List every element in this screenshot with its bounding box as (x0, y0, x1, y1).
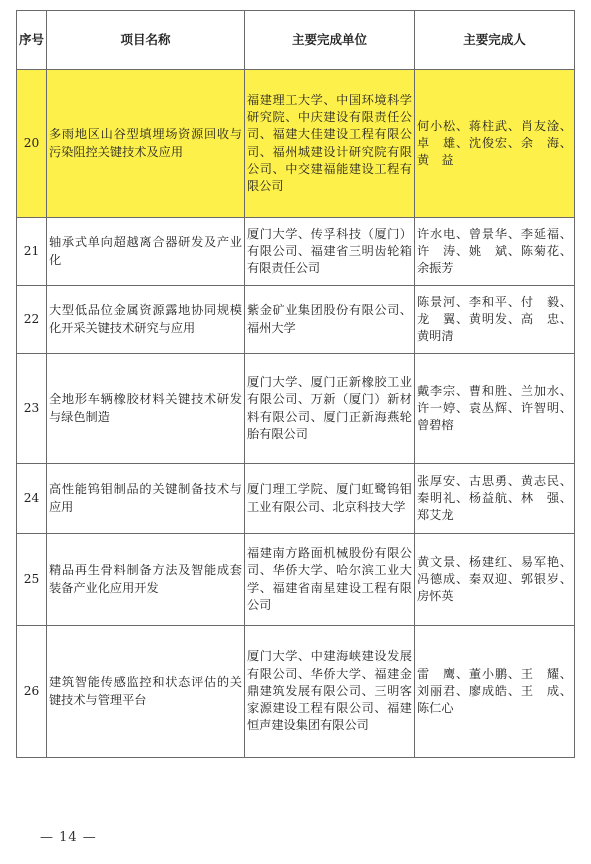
row-main-units: 紫金矿业集团股份有限公司、福州大学 (245, 286, 415, 354)
row-project-name: 全地形车辆橡胶材料关键技术研发与绿色制造 (47, 354, 245, 464)
row-project-name: 多雨地区山谷型填埋场资源回收与污染阻控关键技术及应用 (47, 70, 245, 218)
table-row (17, 464, 575, 534)
row-main-people: 何小松、蒋柱武、肖友淦、卓 雄、沈俊宏、余 海、黄 益 (415, 70, 575, 218)
table-row (17, 354, 575, 464)
page-number: — 14 — (40, 830, 97, 845)
award-list-page (16, 10, 574, 758)
row-main-units: 厦门理工学院、厦门虹鹭钨钼工业有限公司、北京科技大学 (245, 464, 415, 534)
row-project-name: 大型低品位金属资源露地协同规模化开采关键技术研究与应用 (47, 286, 245, 354)
row-project-name: 精品再生骨料制备方法及智能成套装备产业化应用开发 (47, 534, 245, 626)
header-main-people: 主要完成人 (415, 11, 575, 70)
table-row (17, 286, 575, 354)
row-serial-number: 23 (17, 354, 47, 464)
row-main-people: 张厚安、古思勇、黄志民、秦明礼、杨益航、林 强、郑艾龙 (415, 464, 575, 534)
row-serial-number: 25 (17, 534, 47, 626)
header-main-units: 主要完成单位 (245, 11, 415, 70)
table-row (17, 70, 575, 218)
row-serial-number: 22 (17, 286, 47, 354)
row-serial-number: 20 (17, 70, 47, 218)
row-project-name: 建筑智能传感监控和状态评估的关键技术与管理平台 (47, 626, 245, 758)
row-main-units: 福建南方路面机械股份有限公司、华侨大学、哈尔滨工业大学、福建省南星建设工程有限公司 (245, 534, 415, 626)
table-row (17, 218, 575, 286)
row-main-people: 黄文景、杨建红、易军艳、冯德成、秦双迎、郭银岁、房怀英 (415, 534, 575, 626)
table-header-row (17, 11, 575, 70)
row-main-people: 雷 鹰、董小鹏、王 耀、刘丽君、廖成皓、王 成、陈仁心 (415, 626, 575, 758)
row-main-people: 许水电、曾景华、李延福、许 涛、姚 斌、陈菊花、余振芳 (415, 218, 575, 286)
row-serial-number: 26 (17, 626, 47, 758)
row-serial-number: 21 (17, 218, 47, 286)
row-main-units: 福建理工大学、中国环境科学研究院、中庆建设有限责任公司、福建大佳建设工程有限公司、福州城建设计研究院有限公司、中交建福能建设工程有限公司 (245, 70, 415, 218)
row-serial-number: 24 (17, 464, 47, 534)
row-project-name: 轴承式单向超越离合器研发及产业化 (47, 218, 245, 286)
row-main-units: 厦门大学、传孚科技（厦门）有限公司、福建省三明齿轮箱有限责任公司 (245, 218, 415, 286)
row-main-people: 戴李宗、曹和胜、兰加水、许一婷、袁丛辉、许智明、曾碧榕 (415, 354, 575, 464)
award-table (16, 10, 575, 758)
row-main-units: 厦门大学、中建海峡建设发展有限公司、华侨大学、福建金鼎建筑发展有限公司、三明客家源建设工程有限公司、福建恒声建设集团有限公司 (245, 626, 415, 758)
row-main-people: 陈景河、李和平、付 毅、龙 翼、黄明发、高 忠、黄明清 (415, 286, 575, 354)
header-project-name: 项目名称 (47, 11, 245, 70)
table-row (17, 626, 575, 758)
row-project-name: 高性能钨钼制品的关键制备技术与应用 (47, 464, 245, 534)
row-main-units: 厦门大学、厦门正新橡胶工业有限公司、万新（厦门）新材料有限公司、厦门正新海燕轮胎有限公司 (245, 354, 415, 464)
header-serial-number: 序号 (17, 11, 47, 70)
table-row (17, 534, 575, 626)
